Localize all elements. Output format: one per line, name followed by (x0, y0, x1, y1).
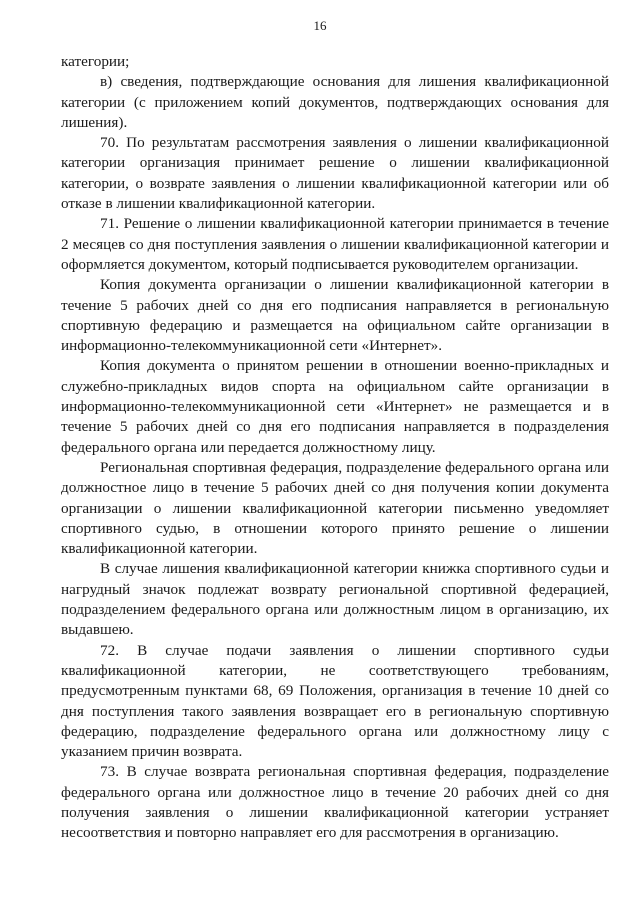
paragraph-72: 72. В случае подачи заявления о лишении спортивного судьи квалификационной категории, не соответствующего требованиям, предусмотренным пунктами 68, 69 Положения, организация в течение 10 дней со дня поступления такого заявления возвращает его в региональную спортивную федерацию, подразделение федерального органа или должностному лицу с указанием причин возврата. (61, 641, 609, 761)
paragraph-71-copy-org: Копия документа организации о лишении квалификационной категории в течение 5 рабочих дней со дня его подписания направляется в региональную спортивную федерацию и размещается на официальном сайте организации в информационно-телекоммуникационной сети «Интернет». (61, 276, 609, 355)
paragraph-71-copy-military: Копия документа о принятом решении в отношении военно-прикладных и служебно-прикладных видов спорта на официальном сайте организации в информационно-телекоммуникационной сети «Интернет» не размещается и в течение 5 рабочих дней со дня его подписания направляется в подразделения федерального органа или передается должностному лицу. (61, 357, 609, 456)
paragraph-71-return-badge: В случае лишения квалификационной категории книжка спортивного судьи и нагрудный значок подлежат возврату региональной спортивной федерацией, подразделением федерального органа или должностным лицом в организацию, их выдавшею. (61, 560, 609, 639)
paragraph-71: 71. Решение о лишении квалификационной категории принимается в течение 2 месяцев со дня поступления заявления о лишении квалификационной категории и оформляется документом, который подписывается руководителем организации. (61, 215, 609, 273)
paragraph-73: 73. В случае возврата региональная спортивная федерация, подразделение федерального органа или должностное лицо в течение 20 рабочих дней со дня получения заявления о лишении квалификационной категории устраняет несоответствия и повторно направляет его для рассмотрения в организацию. (61, 763, 609, 842)
paragraph-70: 70. По результатам рассмотрения заявления о лишении квалификационной категории организация принимает решение о лишении квалификационной категории, о возврате заявления о лишении квалификационной категории или об отказе в лишении квалификационной категории. (61, 134, 609, 213)
page-number: 16 (313, 18, 327, 33)
paragraph-continuation: категории; (61, 53, 130, 70)
paragraph-71-notification: Региональная спортивная федерация, подразделение федерального органа или должностное лицо в течение 5 рабочих дней со дня получения копии документа организации о лишении квалификационной категории письменно уведомляет спортивного судью, в отношении которого принято решение о лишении квалификационной категории. (61, 458, 609, 558)
paragraph-item-v: в) сведения, подтверждающие основания для лишения квалификационной категории (с приложением копий документов, подтверждающих основания для лишения). (61, 73, 609, 131)
